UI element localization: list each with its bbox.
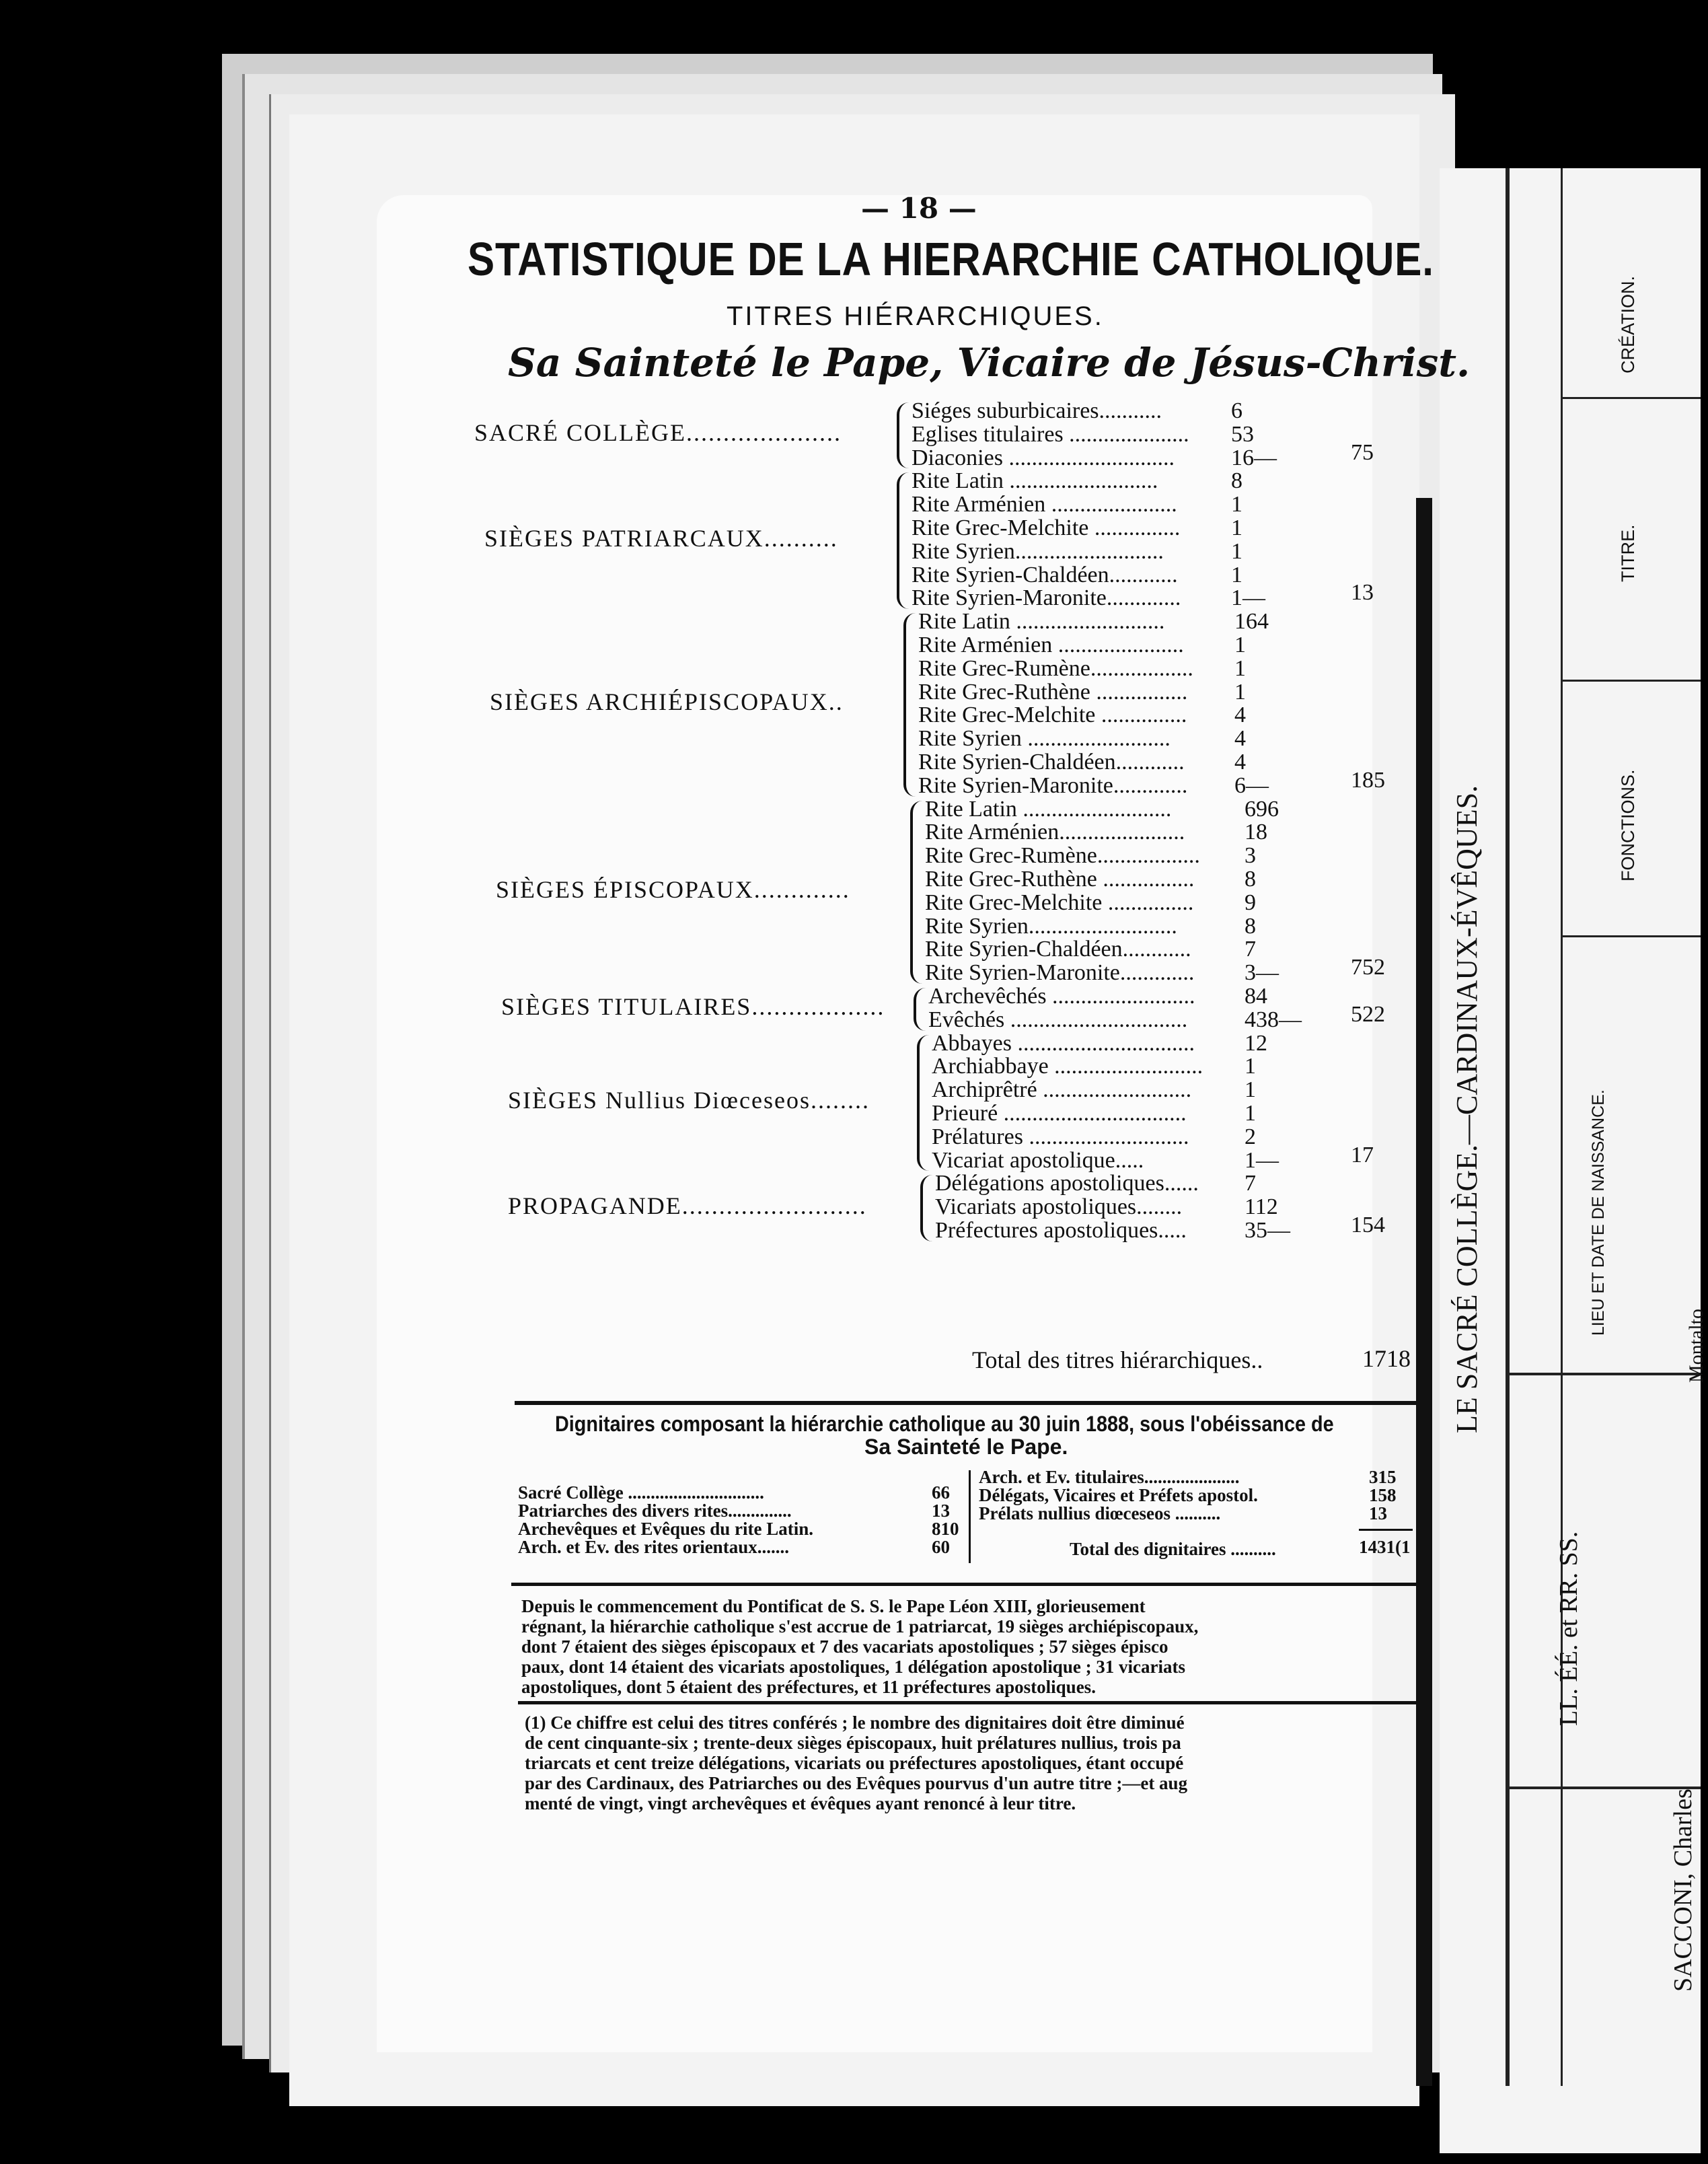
group-label: SACRÉ COLLÈGE.....................	[474, 419, 842, 447]
group-row-value: 8	[1245, 913, 1256, 939]
group-brace	[897, 402, 909, 468]
group-row-label: Eglises titulaires .....................	[912, 421, 1189, 447]
column-titre: TITRE.	[1618, 524, 1638, 582]
group-row-value: 4	[1234, 726, 1246, 752]
right-page-title: LE SACRÉ COLLÈGE.—CARDINAUX-ÉVÊQUES.	[1450, 785, 1483, 1433]
group-row-label: Prieuré ................................	[932, 1101, 1187, 1126]
group-row-label: Prélatures ............................	[932, 1124, 1189, 1149]
dignitary-right-label: Arch. et Ev. titulaires.....................	[979, 1467, 1240, 1487]
dignitary-left-value: 810	[932, 1519, 959, 1539]
group-total: 13	[1351, 580, 1374, 606]
dignitary-right-value: 315	[1369, 1467, 1397, 1487]
group-total: 185	[1351, 767, 1385, 793]
group-row-label: Evêchés ...............................	[928, 1007, 1188, 1032]
group-row-value: 4	[1234, 750, 1246, 774]
group-row-label: Rite Syrien..........................	[925, 913, 1177, 939]
group-row-label: Rite Syrien-Maronite.............	[912, 585, 1181, 611]
divider-middle	[511, 1583, 1416, 1586]
paragraph-line: régnant, la hiérarchie catholique s'est accrue de 1 patriarcat, 19 sièges archiépiscopaux,	[521, 1616, 1199, 1636]
page-title: STATISTIQUE DE LA HIERARCHIE CATHOLIQUE.	[468, 233, 1434, 285]
group-row-label: Rite Arménien ......................	[918, 633, 1184, 657]
group-row-label: Rite Latin ..........................	[925, 796, 1172, 822]
group-row-label: Archiabbaye ..........................	[932, 1054, 1203, 1079]
group-brace	[920, 1175, 932, 1241]
pope-heading: Sa Sainteté le Pape, Vicaire de Jésus-Christ.	[508, 340, 1471, 386]
dignitaries-heading: Dignitaires composant la hiérarchie catholique au 30 juin 1888, sous l'obéissance de	[555, 1412, 1334, 1436]
group-label: SIÈGES Nullius Diœceseos........	[508, 1087, 870, 1114]
dignitaries-total-rule	[1359, 1529, 1413, 1531]
dignitary-right-value: 158	[1369, 1485, 1397, 1505]
group-row-label: Rite Grec-Ruthène ................	[925, 867, 1195, 892]
group-row-value: 35—	[1245, 1218, 1290, 1243]
group-label: SIÈGES PATRIARCAUX..........	[484, 524, 838, 552]
group-row-label: Archevêchés .........................	[928, 984, 1195, 1009]
group-row-value: 6—	[1234, 772, 1269, 798]
group-total: 522	[1351, 1001, 1385, 1027]
group-row-value: 1	[1231, 515, 1242, 540]
dignitary-left-value: 66	[932, 1482, 950, 1503]
footnote-line: (1) Ce chiffre est celui des titres conférés ; le nombre des dignitaires doit être diminué	[525, 1712, 1185, 1733]
paragraph-line: apostoliques, dont 5 étaient des préfectures, et 11 préfectures apostoliques.	[521, 1677, 1096, 1697]
footnote-line: de cent cinquante-six ; trente-deux sièges épiscopaux, huit prélatures nullius, trois pa	[525, 1733, 1181, 1753]
dignitaries-column-divider	[969, 1470, 971, 1563]
grand-total-value: 1718	[1362, 1345, 1411, 1372]
group-row-label: Rite Syrien..........................	[912, 538, 1164, 564]
group-row-value: 1—	[1245, 1147, 1279, 1173]
dignitary-right-value: 13	[1369, 1503, 1387, 1523]
right-page-row-4	[1507, 1373, 1701, 1375]
group-row-value: 4	[1234, 702, 1246, 728]
group-row-label: Délégations apostoliques......	[935, 1171, 1199, 1196]
group-row-label: Vicariat apostolique.....	[932, 1147, 1144, 1173]
group-row-label: Rite Syrien-Chaldéen............	[912, 562, 1178, 587]
group-row-value: 1	[1245, 1101, 1256, 1126]
column-creation: CRÉATION.	[1618, 275, 1638, 373]
right-page-rule-2	[1561, 168, 1563, 2086]
group-row-value: 696	[1245, 796, 1279, 822]
group-brace	[903, 613, 916, 796]
group-row-label: Vicariats apostoliques........	[935, 1194, 1183, 1220]
group-row-value: 18	[1245, 820, 1267, 845]
group-row-value: 3—	[1245, 960, 1279, 986]
group-row-value: 7	[1245, 1171, 1256, 1196]
group-row-value: 1—	[1231, 585, 1265, 611]
group-row-value: 53	[1231, 421, 1254, 447]
entry-name: SACCONI, Charles	[1669, 1789, 1697, 1992]
group-row-value: 1	[1231, 562, 1242, 587]
paragraph-line: Depuis le commencement du Pontificat de S. S. le Pape Léon XIII, glorieusement	[521, 1596, 1146, 1616]
group-row-label: Rite Latin ..........................	[918, 609, 1165, 635]
group-row-label: Rite Arménien......................	[925, 820, 1185, 845]
group-total: 752	[1351, 955, 1385, 980]
dignitary-left-label: Arch. et Ev. des rites orientaux.......	[518, 1537, 789, 1557]
dignitary-right-label: Prélats nullius diœceseos ..........	[979, 1503, 1221, 1523]
column-fonctions: FONCTIONS.	[1618, 769, 1638, 881]
dignitaries-total-label: Total des dignitaires ..........	[1070, 1539, 1276, 1559]
footnote-line: triarcats et cent treize délégations, vicariats ou préfectures apostoliques, étant occupé	[525, 1753, 1184, 1773]
group-total: 154	[1351, 1213, 1385, 1237]
group-row-value: 1	[1231, 538, 1242, 564]
group-row-value: 112	[1245, 1194, 1278, 1220]
group-row-label: Rite Syrien-Maronite.............	[925, 960, 1195, 986]
group-row-label: Rite Syrien-Chaldéen............	[925, 937, 1191, 962]
group-row-label: Rite Arménien ......................	[912, 492, 1177, 517]
group-brace	[910, 801, 922, 984]
group-row-value: 1	[1234, 655, 1246, 681]
dignitary-left-label: Sacré Collège ..............................	[518, 1482, 764, 1503]
page-number: — 18 —	[861, 192, 977, 225]
group-label: SIÈGES TITULAIRES..................	[501, 993, 885, 1020]
right-page-row-2	[1563, 680, 1701, 682]
dignitary-left-label: Patriarches des divers rites..............	[518, 1501, 792, 1521]
group-label: SIÈGES ÉPISCOPAUX.............	[496, 875, 850, 903]
group-total: 17	[1351, 1142, 1374, 1167]
group-brace	[914, 988, 926, 1031]
group-row-label: Rite Syrien-Maronite.............	[918, 772, 1188, 798]
group-row-value: 3	[1245, 843, 1256, 869]
group-row-value: 164	[1234, 609, 1269, 635]
group-brace	[917, 1035, 929, 1171]
entry-place: Montalto	[1685, 1309, 1707, 1383]
group-label: PROPAGANDE.........................	[508, 1192, 867, 1219]
group-row-label: Rite Grec-Melchite ...............	[912, 515, 1181, 540]
grand-total-label: Total des titres hiérarchiques..	[972, 1346, 1263, 1373]
group-row-label: Siéges suburbicaires...........	[912, 398, 1162, 423]
group-row-label: Abbayes ...............................	[932, 1030, 1195, 1056]
footnote-line: menté de vingt, vingt archevêques et évêques ayant renoncé à leur titre.	[525, 1793, 1076, 1813]
divider-top	[515, 1401, 1416, 1405]
group-label: SIÈGES ARCHIÉPISCOPAUX..	[490, 688, 844, 716]
group-row-value: 8	[1231, 468, 1242, 494]
group-total: 75	[1351, 439, 1374, 465]
group-row-value: 438—	[1245, 1007, 1302, 1032]
group-row-value: 84	[1245, 984, 1267, 1009]
group-row-value: 1	[1234, 633, 1246, 657]
group-row-value: 6	[1231, 398, 1242, 423]
group-row-value: 1	[1231, 492, 1242, 517]
column-names: LL. ÉÉ. et RR. SS.	[1555, 1531, 1583, 1726]
right-page-row-1	[1563, 397, 1701, 399]
group-row-value: 1	[1245, 1077, 1256, 1103]
dignitary-left-label: Archevêques et Evêques du rite Latin.	[518, 1519, 813, 1539]
group-row-label: Rite Grec-Ruthène ................	[918, 679, 1188, 705]
group-row-value: 1	[1234, 679, 1246, 705]
group-row-value: 9	[1245, 890, 1256, 915]
group-row-label: Rite Latin ..........................	[912, 468, 1158, 494]
footnote-line: par des Cardinaux, des Patriarches ou des Evêques pourvus d'un autre titre ;—et aug	[525, 1773, 1188, 1793]
group-row-value: 2	[1245, 1124, 1256, 1149]
group-row-label: Préfectures apostoliques.....	[935, 1218, 1187, 1243]
divider-bottom	[518, 1701, 1416, 1704]
group-row-value: 12	[1245, 1030, 1267, 1056]
paragraph-line: paux, dont 14 étaient des vicariats apostoliques, 1 délégation apostolique ; 31 vicariats	[521, 1657, 1186, 1677]
group-row-label: Diaconies .............................	[912, 445, 1175, 470]
paragraph-line: dont 7 étaient des sièges épiscopaux et 7 des vacariats apostoliques ; 57 sièges épisco	[521, 1636, 1168, 1657]
group-row-label: Rite Grec-Melchite ...............	[918, 702, 1187, 728]
group-brace	[897, 472, 909, 609]
group-row-value: 7	[1245, 937, 1256, 962]
group-row-label: Archiprêtré ..........................	[932, 1077, 1192, 1103]
group-row-value: 16—	[1231, 445, 1277, 470]
right-page-rule-1	[1506, 168, 1510, 2086]
group-row-label: Rite Grec-Melchite ...............	[925, 890, 1194, 915]
group-row-label: Rite Grec-Rumène..................	[925, 843, 1200, 869]
group-row-value: 8	[1245, 867, 1256, 892]
dignitaries-heading-2: Sa Sainteté le Pape.	[864, 1435, 1068, 1459]
group-row-label: Rite Grec-Rumène..................	[918, 655, 1193, 681]
dignitary-right-label: Délégats, Vicaires et Préfets apostol.	[979, 1485, 1258, 1505]
dignitary-left-value: 60	[932, 1537, 950, 1557]
page-subtitle: TITRES HIÉRARCHIQUES.	[727, 301, 1104, 331]
right-page-row-3	[1563, 935, 1701, 937]
dignitary-left-value: 13	[932, 1501, 950, 1521]
group-row-label: Rite Syrien-Chaldéen............	[918, 750, 1185, 774]
book-gutter	[1416, 498, 1432, 2086]
group-row-label: Rite Syrien .........................	[918, 726, 1171, 752]
dignitaries-total-value: 1431(1	[1359, 1537, 1411, 1557]
column-lieu-date: LIEU ET DATE DE NAISSANCE.	[1589, 1089, 1608, 1336]
group-row-value: 1	[1245, 1054, 1256, 1079]
